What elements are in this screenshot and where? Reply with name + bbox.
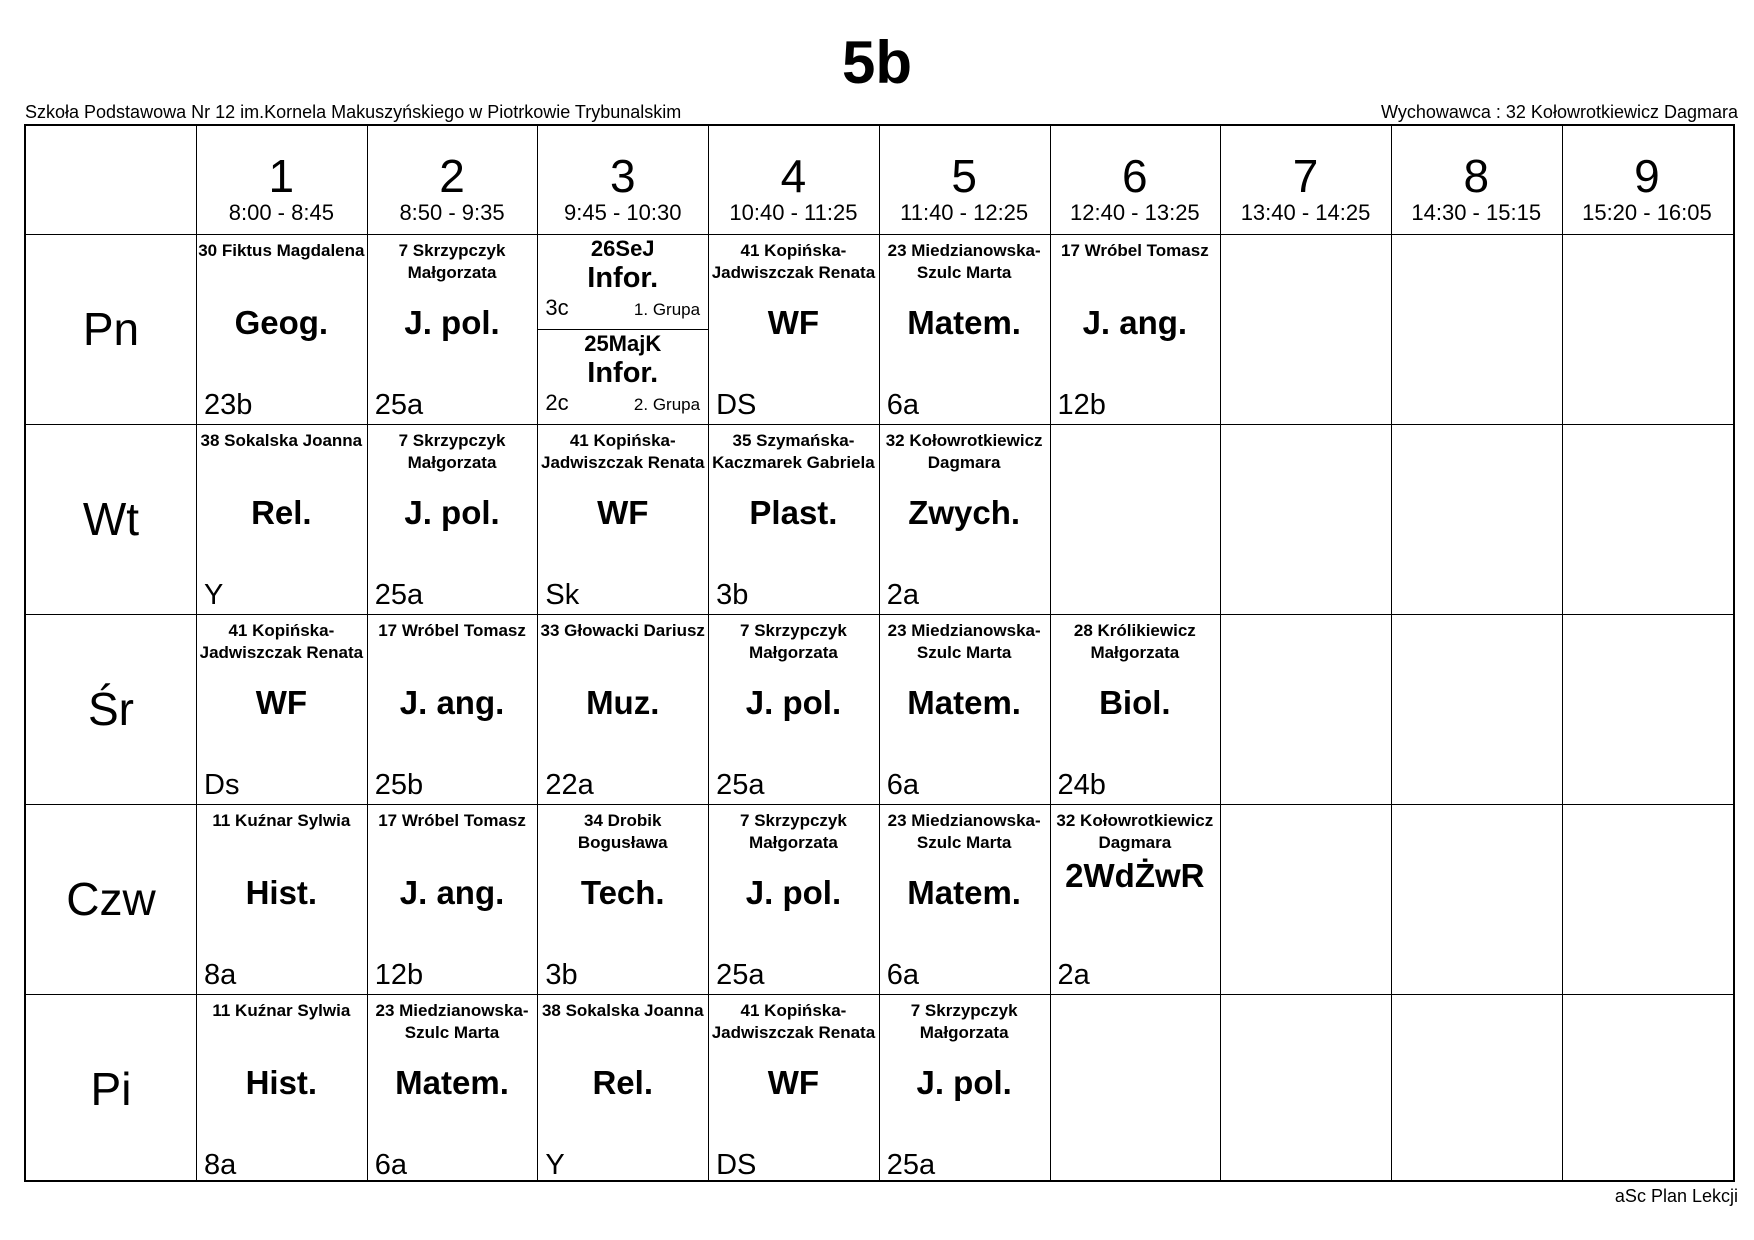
period-header xyxy=(879,126,1050,234)
group-room: 3c xyxy=(545,295,569,320)
lesson-cell xyxy=(708,234,879,424)
page-title: 5b xyxy=(841,29,913,96)
lesson-room: 25b xyxy=(374,769,424,801)
column-divider xyxy=(1562,126,1563,1180)
lesson-subject: Tech. xyxy=(580,874,665,911)
lesson-cell xyxy=(367,424,538,614)
lesson-room: 8a xyxy=(204,1149,237,1181)
group-teacher: 25MajK xyxy=(584,331,662,356)
lesson-teacher: 7 Skrzypczyk Małgorzata xyxy=(740,811,847,852)
period-header xyxy=(1562,126,1733,234)
lesson-teacher: 11 Kuźnar Sylwia xyxy=(212,1001,351,1020)
period-header xyxy=(1050,126,1221,234)
lesson-subject: WF xyxy=(767,1064,820,1101)
period-header xyxy=(1391,126,1562,234)
form-teacher: Wychowawca : 32 Kołowrotkiewicz Dagmara xyxy=(1381,102,1738,122)
lesson-subject: Hist. xyxy=(245,874,318,911)
lesson-room: 2a xyxy=(1057,959,1090,991)
period-time: 8:00 - 8:45 xyxy=(228,200,334,225)
lesson-cell xyxy=(879,234,1050,424)
lesson-room: 23b xyxy=(204,389,253,421)
lesson-teacher: 28 Królikiewicz Małgorzata xyxy=(1073,621,1196,662)
lesson-cell xyxy=(708,804,879,994)
lesson-cell xyxy=(708,424,879,614)
lesson-subject: Plast. xyxy=(749,494,838,531)
lesson-cell xyxy=(196,614,367,804)
period-number: 4 xyxy=(780,150,807,202)
period-number: 1 xyxy=(268,150,295,202)
lesson-subject: Zwych. xyxy=(908,494,1021,531)
lesson-teacher: 23 Miedzianowska-Szulc Marta xyxy=(887,621,1041,662)
period-time: 8:50 - 9:35 xyxy=(399,200,505,225)
lesson-cell xyxy=(1050,234,1221,424)
lesson-teacher: 7 Skrzypczyk Małgorzata xyxy=(398,431,506,472)
column-divider xyxy=(1391,126,1392,1180)
timetable-grid xyxy=(24,124,1735,1182)
lesson-room: 6a xyxy=(886,389,920,421)
lesson-subject: WF xyxy=(767,304,820,341)
lesson-cell xyxy=(879,804,1050,994)
lesson-room: 25a xyxy=(716,959,765,991)
lesson-cell xyxy=(367,804,538,994)
period-time: 15:20 - 16:05 xyxy=(1582,200,1712,225)
lesson-subject: Matem. xyxy=(395,1064,509,1101)
lesson-room: 6a xyxy=(886,769,920,801)
lesson-teacher: 7 Skrzypczyk Małgorzata xyxy=(910,1001,1018,1042)
group-room: 2c xyxy=(545,390,569,415)
lesson-cell xyxy=(879,994,1050,1184)
period-header xyxy=(708,126,879,234)
lesson-room: 25a xyxy=(716,769,765,801)
lesson-room: 6a xyxy=(886,959,920,991)
period-time: 11:40 - 12:25 xyxy=(900,200,1029,225)
lesson-room: 12b xyxy=(1057,389,1106,421)
lesson-room: Y xyxy=(204,579,224,611)
lesson-subject: Matem. xyxy=(907,684,1021,721)
period-time: 14:30 - 15:15 xyxy=(1411,200,1542,225)
lesson-cell xyxy=(879,614,1050,804)
lesson-room: 12b xyxy=(374,959,424,991)
group-teacher: 26SeJ xyxy=(590,236,655,261)
lesson-teacher: 35 Szymańska-Kaczmarek Gabriela xyxy=(712,431,875,472)
lesson-teacher: 11 Kuźnar Sylwia xyxy=(212,811,351,830)
lesson-subject: WF xyxy=(597,494,649,531)
lesson-subject: Rel. xyxy=(592,1064,653,1101)
lesson-teacher: 41 Kopińska-Jadwiszczak Renata xyxy=(711,241,876,282)
lesson-teacher: 23 Miedzianowska-Szulc Marta xyxy=(375,1001,529,1042)
group-label: 1. Grupa xyxy=(633,300,701,319)
lesson-subject: J. pol. xyxy=(404,304,500,341)
lesson-cell xyxy=(537,234,708,424)
day-label: Wt xyxy=(82,493,140,545)
lesson-cell xyxy=(537,804,708,994)
lesson-teacher: 33 Głowacki Dariusz xyxy=(540,621,705,640)
lesson-subject: Matem. xyxy=(907,874,1021,911)
group-subject: Infor. xyxy=(587,262,659,294)
lesson-teacher: 7 Skrzypczyk Małgorzata xyxy=(740,621,847,662)
lesson-subject: WF xyxy=(255,684,307,721)
lesson-subject: Muz. xyxy=(586,684,660,721)
lesson-subject: J. pol. xyxy=(404,494,500,531)
day-label: Pn xyxy=(82,303,140,355)
lesson-subject: Geog. xyxy=(234,304,329,341)
period-number: 2 xyxy=(439,150,465,202)
lesson-cell xyxy=(196,994,367,1184)
lesson-cell xyxy=(367,614,538,804)
lesson-teacher: 23 Miedzianowska-Szulc Marta xyxy=(887,811,1041,852)
lesson-subject: Matem. xyxy=(907,304,1021,341)
period-header xyxy=(196,126,367,234)
lesson-room: 25a xyxy=(374,579,424,611)
day-label: Czw xyxy=(66,873,156,925)
period-time: 13:40 - 14:25 xyxy=(1240,200,1371,225)
lesson-subject: J. pol. xyxy=(745,684,842,721)
lesson-subject: J. pol. xyxy=(745,874,842,911)
lesson-teacher: 17 Wróbel Tomasz xyxy=(378,811,526,830)
footer-credit: aSc Plan Lekcji xyxy=(1614,1186,1738,1206)
lesson-cell xyxy=(708,614,879,804)
lesson-teacher: 38 Sokalska Joanna xyxy=(200,431,363,450)
lesson-teacher: 30 Fiktus Magdalena xyxy=(198,241,365,260)
group-lesson xyxy=(537,329,708,424)
day-label: Pi xyxy=(90,1063,132,1115)
lesson-teacher: 41 Kopińska-Jadwiszczak Renata xyxy=(711,1001,876,1042)
lesson-room: 25a xyxy=(374,389,424,421)
lesson-room: 6a xyxy=(374,1149,407,1181)
period-time: 12:40 - 13:25 xyxy=(1070,200,1200,225)
period-number: 6 xyxy=(1122,150,1148,202)
period-header xyxy=(367,126,538,234)
lesson-room: 2a xyxy=(886,579,920,611)
lesson-teacher: 32 Kołowrotkiewicz Dagmara xyxy=(885,431,1043,472)
period-header xyxy=(1220,126,1391,234)
lesson-cell xyxy=(1050,804,1221,994)
period-number: 3 xyxy=(609,150,636,202)
lesson-subject: Rel. xyxy=(251,494,312,531)
lesson-teacher: 32 Kołowrotkiewicz Dagmara xyxy=(1056,811,1214,852)
lesson-room: 8a xyxy=(204,959,237,991)
group-label: 2. Grupa xyxy=(633,395,701,414)
lesson-subject: J. ang. xyxy=(399,874,505,911)
lesson-teacher: 41 Kopińska-Jadwiszczak Renata xyxy=(199,621,364,662)
group-lesson xyxy=(537,234,708,329)
period-number: 9 xyxy=(1634,150,1660,202)
lesson-cell xyxy=(879,424,1050,614)
lesson-subject: Biol. xyxy=(1099,684,1171,721)
period-number: 5 xyxy=(951,150,977,202)
lesson-cell xyxy=(196,804,367,994)
day-label: Śr xyxy=(88,683,134,735)
school-name: Szkoła Podstawowa Nr 12 im.Kornela Makuszyńskiego w Piotrkowie Trybunalskim xyxy=(25,102,682,122)
lesson-subject: J. ang. xyxy=(399,684,505,721)
lesson-room: 3b xyxy=(545,959,578,991)
lesson-subject: J. pol. xyxy=(916,1064,1012,1101)
lesson-room: 22a xyxy=(545,769,594,801)
lesson-teacher: 34 Drobik Bogusława xyxy=(577,811,668,852)
lesson-cell xyxy=(537,614,708,804)
period-number: 7 xyxy=(1292,150,1319,202)
period-header xyxy=(537,126,708,234)
lesson-teacher: 17 Wróbel Tomasz xyxy=(1061,241,1209,260)
column-divider xyxy=(1220,126,1221,1180)
lesson-teacher: 23 Miedzianowska-Szulc Marta xyxy=(887,241,1041,282)
lesson-cell xyxy=(708,994,879,1184)
lesson-cell xyxy=(367,994,538,1184)
lesson-room: 3b xyxy=(716,579,749,611)
lesson-cell xyxy=(196,424,367,614)
lesson-subject: J. ang. xyxy=(1082,304,1188,341)
lesson-cell xyxy=(196,234,367,424)
lesson-subject: 2WdŻwR xyxy=(1065,857,1205,894)
lesson-room: DS xyxy=(716,389,757,421)
period-time: 9:45 - 10:30 xyxy=(564,200,682,225)
lesson-cell xyxy=(537,994,708,1184)
lesson-teacher: 7 Skrzypczyk Małgorzata xyxy=(398,241,506,282)
lesson-room: Ds xyxy=(204,769,240,801)
lesson-room: 25a xyxy=(886,1149,936,1181)
lesson-teacher: 17 Wróbel Tomasz xyxy=(378,621,526,640)
lesson-cell xyxy=(367,234,538,424)
lesson-teacher: 38 Sokalska Joanna xyxy=(541,1001,704,1020)
group-subject: Infor. xyxy=(587,357,659,389)
lesson-teacher: 41 Kopińska-Jadwiszczak Renata xyxy=(541,431,705,472)
lesson-room: DS xyxy=(716,1149,757,1181)
lesson-cell xyxy=(537,424,708,614)
group-divider xyxy=(537,329,708,330)
lesson-cell xyxy=(1050,614,1221,804)
period-time: 10:40 - 11:25 xyxy=(729,200,858,225)
lesson-room: Y xyxy=(545,1149,565,1181)
period-number: 8 xyxy=(1463,150,1490,202)
lesson-room: Sk xyxy=(545,579,580,611)
lesson-room: 24b xyxy=(1057,769,1106,801)
lesson-subject: Hist. xyxy=(245,1064,318,1101)
